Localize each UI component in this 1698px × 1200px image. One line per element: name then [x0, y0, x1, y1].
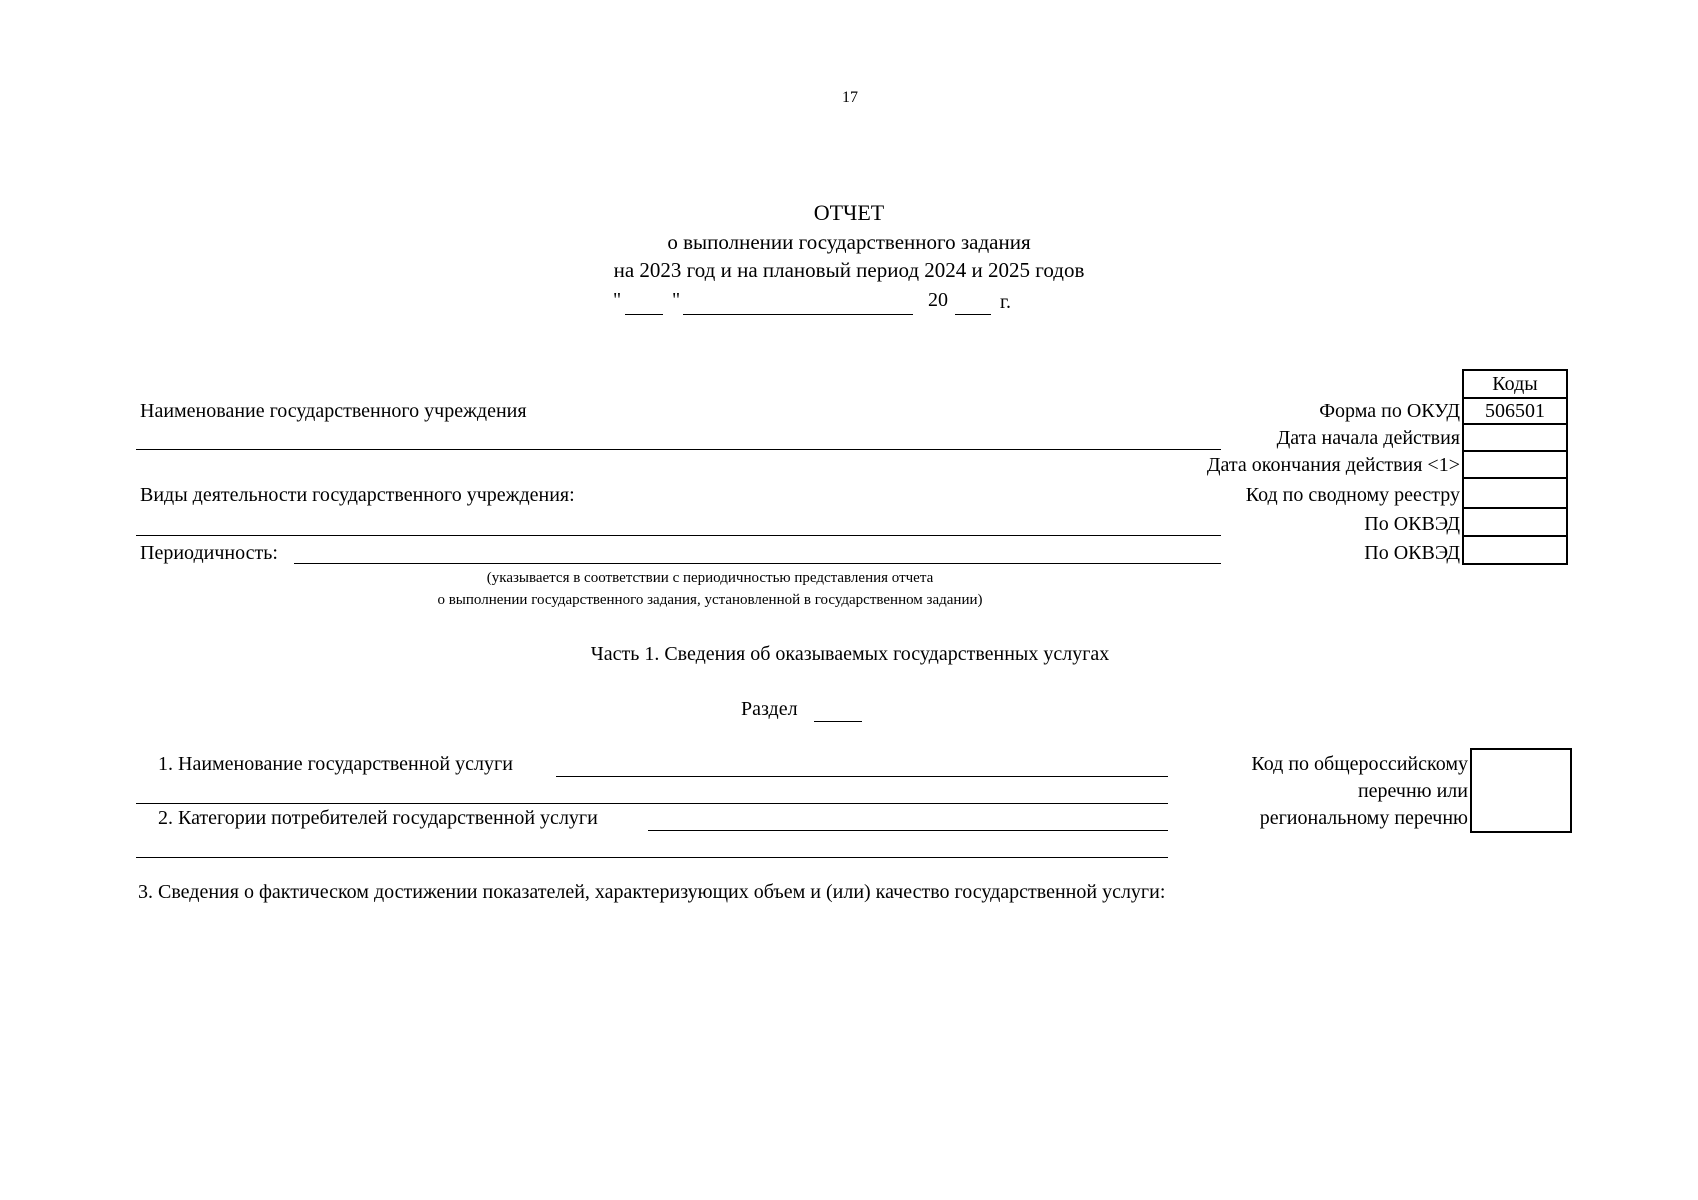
consumers-label: 2. Категории потребителей государственной услуги — [158, 807, 598, 829]
date-year-suffix: г. — [1000, 291, 1011, 313]
codes-value-okud[interactable]: 506501 — [1463, 398, 1567, 424]
date-quote-close: " — [672, 289, 681, 311]
activity-types-field[interactable] — [136, 535, 1221, 536]
consumers-field-line2[interactable] — [136, 857, 1168, 858]
codes-label-start-date: Дата начала действия — [1276, 427, 1460, 449]
report-subtitle-2: на 2023 год и на плановый период 2024 и 2025 годов — [613, 258, 1085, 282]
registry-code-label-3: региональному перечню — [1259, 807, 1468, 829]
registry-code-label-1: Код по общероссийскому — [1251, 753, 1468, 775]
date-day-field[interactable] — [625, 314, 663, 315]
codes-table — [1462, 369, 1568, 565]
codes-value-end-date[interactable] — [1463, 451, 1567, 478]
part1-title: Часть 1. Сведения об оказываемых государственных услугах — [590, 643, 1110, 665]
codes-label-okved-1: По ОКВЭД — [1364, 513, 1460, 535]
consumers-field[interactable] — [648, 830, 1168, 831]
service-name-label: 1. Наименование государственной услуги — [158, 753, 513, 775]
report-title: ОТЧЕТ — [813, 200, 885, 225]
registry-code-box[interactable] — [1470, 748, 1572, 833]
periodicity-note-1: (указывается в соответствии с периодичностью представления отчета — [486, 570, 934, 586]
codes-value-okved-2[interactable] — [1463, 536, 1567, 564]
indicators-heading: 3. Сведения о фактическом достижении показателей, характеризующих объем и (или) качество государственной услуги: — [138, 881, 1166, 903]
codes-label-okved-2: По ОКВЭД — [1364, 542, 1460, 564]
registry-code-label-2: перечню или — [1357, 780, 1468, 802]
institution-name-field[interactable] — [136, 449, 1221, 450]
service-name-field-line2[interactable] — [136, 803, 1168, 804]
section-label: Раздел — [741, 698, 798, 720]
service-name-field[interactable] — [556, 776, 1168, 777]
codes-value-start-date[interactable] — [1463, 424, 1567, 451]
codes-value-okved-1[interactable] — [1463, 508, 1567, 536]
codes-label-end-date: Дата окончания действия <1> — [1206, 454, 1460, 476]
report-subtitle-1: о выполнении государственного задания — [667, 230, 1031, 254]
section-number-field[interactable] — [814, 721, 862, 722]
date-quote-open: " — [613, 289, 622, 311]
codes-header: Коды — [1463, 370, 1567, 398]
date-month-field[interactable] — [683, 314, 913, 315]
periodicity-field[interactable] — [294, 563, 1221, 564]
codes-label-registry: Код по сводному реестру — [1245, 484, 1460, 506]
date-year-prefix: 20 — [928, 289, 948, 311]
codes-label-okud: Форма по ОКУД — [1319, 400, 1460, 422]
institution-name-label: Наименование государственного учреждения — [140, 400, 527, 422]
date-year-field[interactable] — [955, 314, 991, 315]
codes-value-registry[interactable] — [1463, 478, 1567, 508]
activity-types-label: Виды деятельности государственного учреждения: — [140, 484, 575, 506]
periodicity-note-2: о выполнении государственного задания, установленной в государственном задании) — [437, 592, 983, 608]
periodicity-label: Периодичность: — [140, 542, 278, 564]
page-number: 17 — [842, 89, 858, 106]
